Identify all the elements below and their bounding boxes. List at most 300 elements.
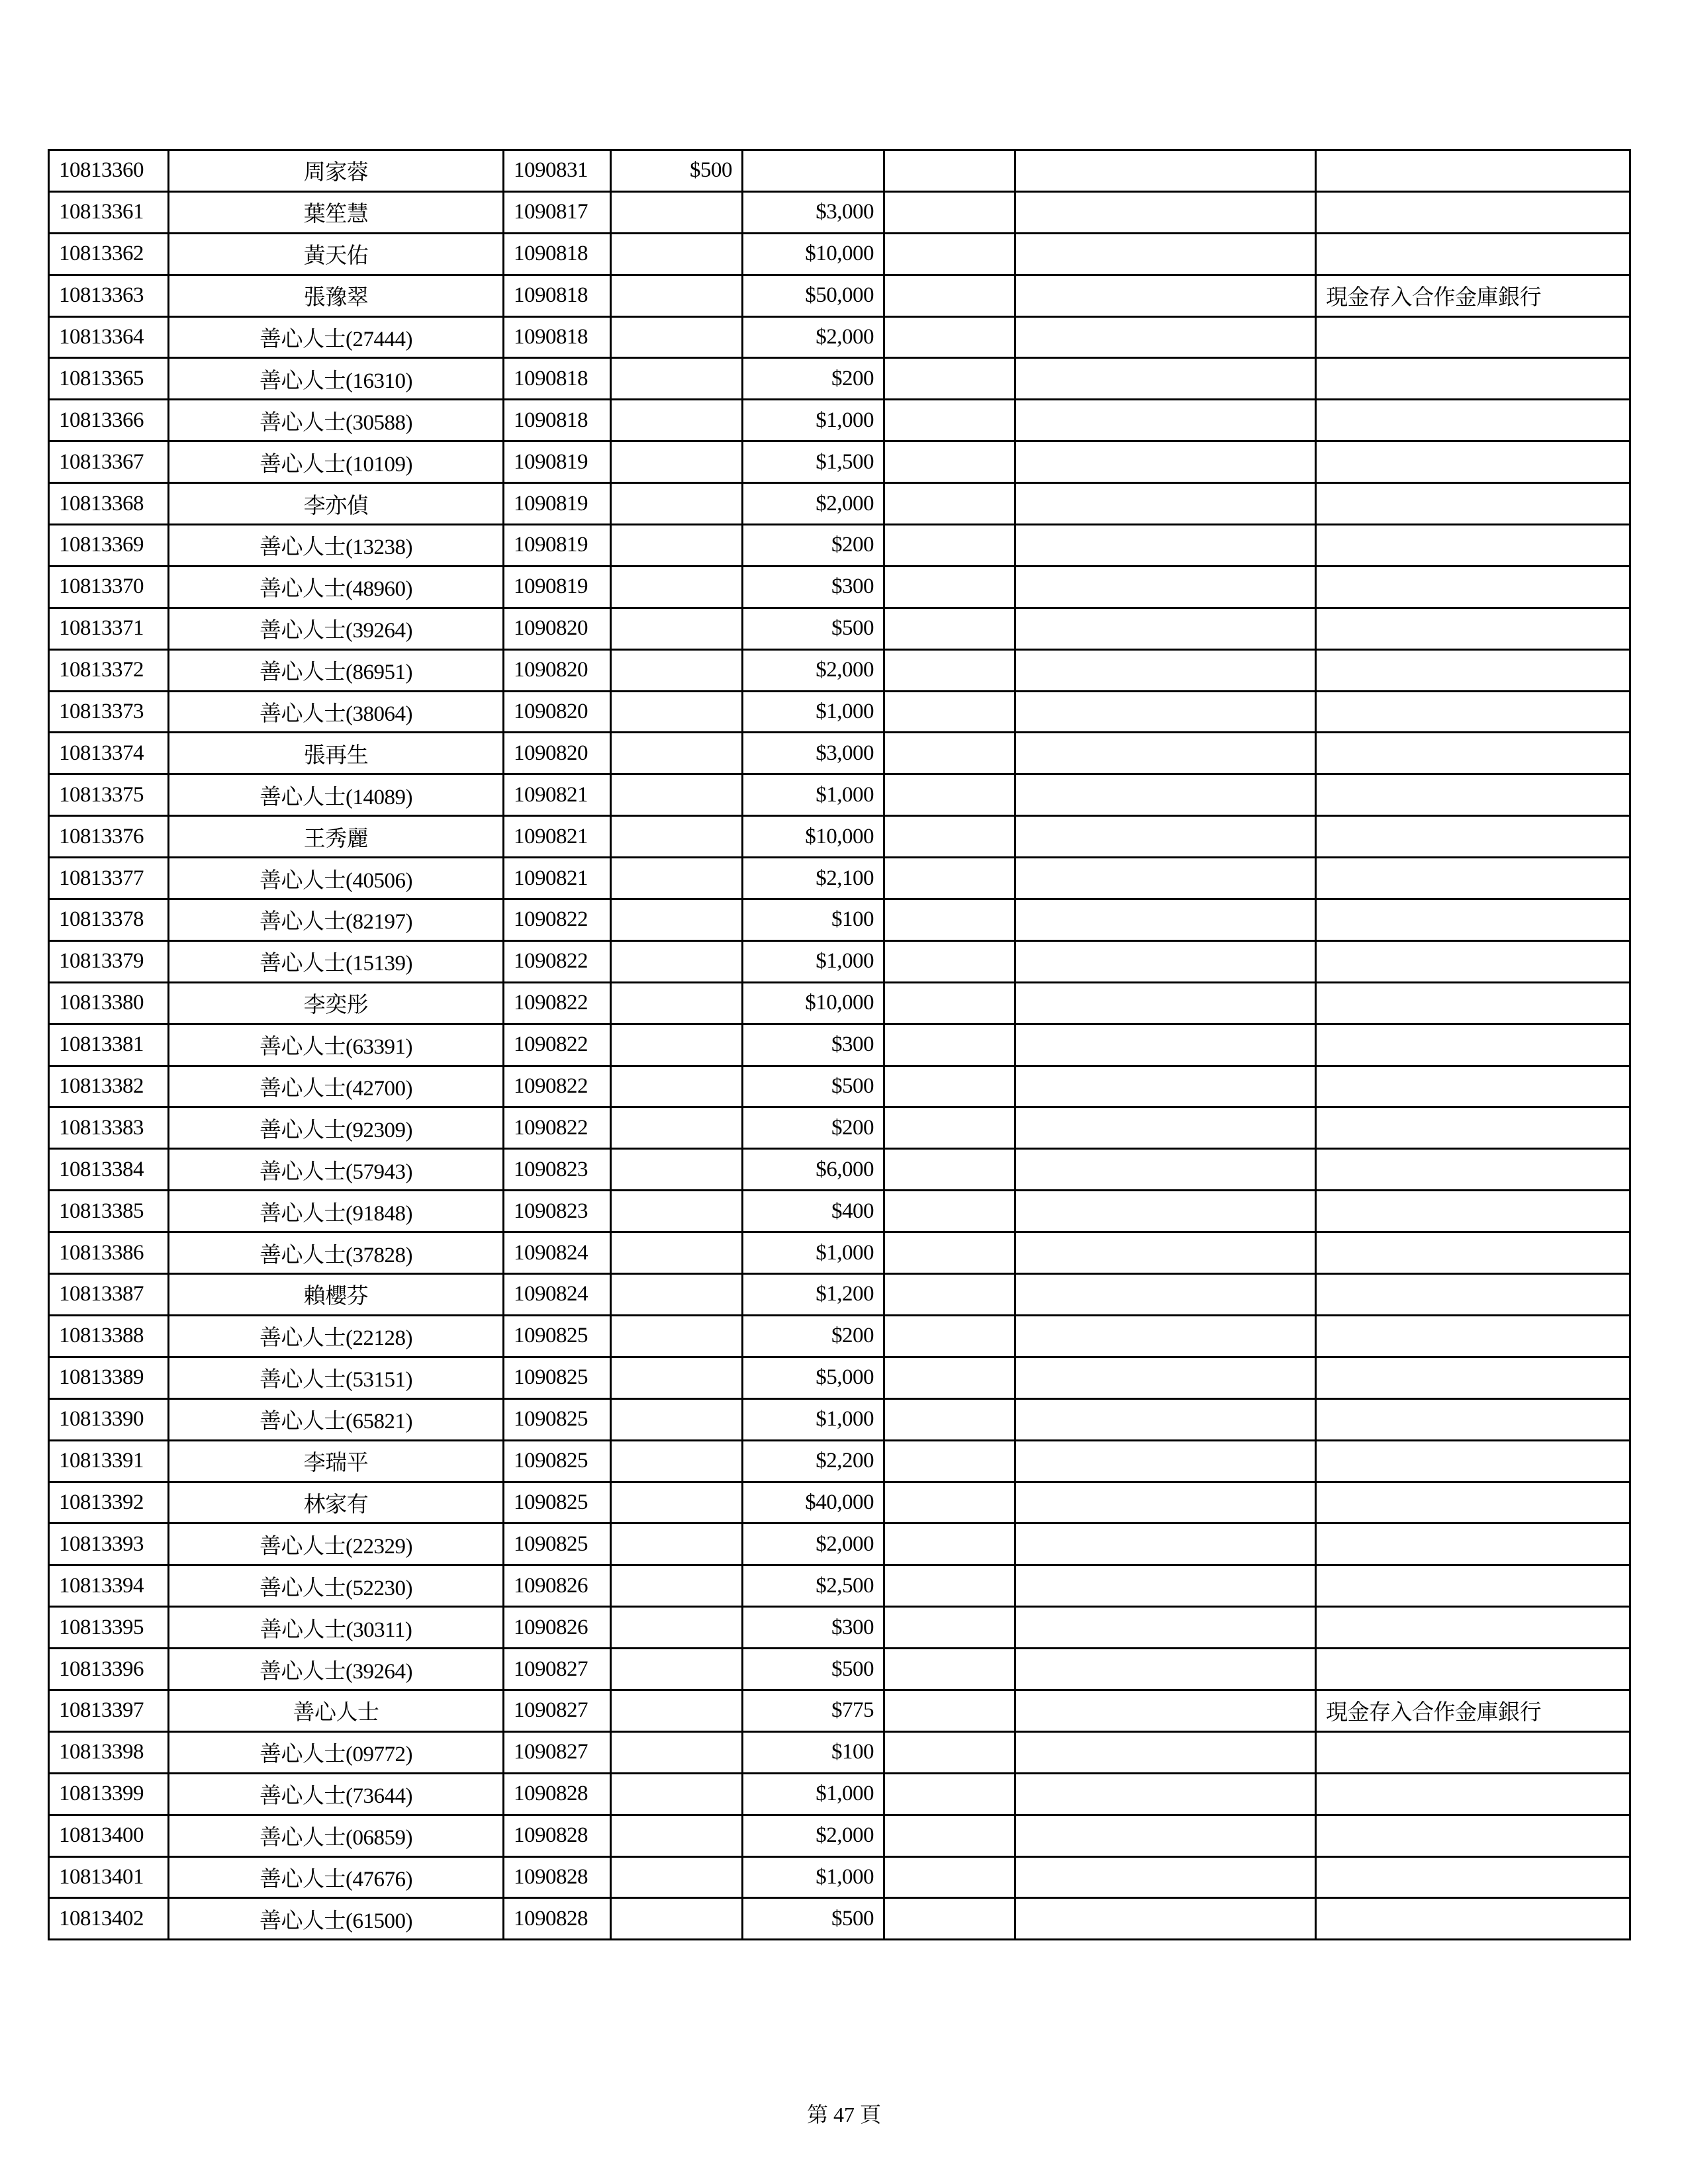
note-cell [1316, 982, 1630, 1024]
date-cell: 1090827 [504, 1731, 611, 1773]
note-cell [1316, 858, 1630, 899]
receipt-number-cell: 10813383 [49, 1107, 169, 1149]
donor-name-cell: 善心人士(73644) [169, 1773, 504, 1815]
date-cell: 1090820 [504, 691, 611, 733]
table-row [49, 691, 1630, 733]
table-row [49, 733, 1630, 774]
empty-cell [884, 982, 1015, 1024]
amount-cell: $775 [743, 1690, 884, 1731]
date-cell: 1090819 [504, 441, 611, 483]
amount-cell [611, 233, 743, 275]
amount-cell [611, 400, 743, 441]
note-cell [1316, 1815, 1630, 1856]
empty-cell [884, 1565, 1015, 1607]
date-cell: 1090824 [504, 1232, 611, 1274]
amount-cell [743, 150, 884, 192]
amount-cell [611, 1232, 743, 1274]
amount-cell [611, 1191, 743, 1232]
receipt-number-cell: 10813397 [49, 1690, 169, 1731]
empty-cell [1015, 899, 1316, 941]
amount-cell: $300 [743, 1607, 884, 1649]
empty-cell [1015, 1357, 1316, 1398]
donor-name-cell: 善心人士(13238) [169, 525, 504, 567]
empty-cell [884, 233, 1015, 275]
amount-cell: $1,200 [743, 1274, 884, 1316]
donor-name-cell: 善心人士(61500) [169, 1898, 504, 1940]
table-row [49, 358, 1630, 400]
receipt-number-cell: 10813391 [49, 1440, 169, 1482]
table-row [49, 1066, 1630, 1107]
table-row [49, 1649, 1630, 1690]
note-cell [1316, 1398, 1630, 1440]
table-row [49, 1315, 1630, 1357]
empty-cell [884, 1398, 1015, 1440]
amount-cell: $1,000 [743, 400, 884, 441]
amount-cell: $200 [743, 358, 884, 400]
empty-cell [1015, 1524, 1316, 1565]
donor-name-cell: 周家蓉 [169, 150, 504, 192]
receipt-number-cell: 10813379 [49, 940, 169, 982]
empty-cell [1015, 816, 1316, 858]
receipt-number-cell: 10813401 [49, 1856, 169, 1898]
note-cell [1316, 1232, 1630, 1274]
receipt-number-cell: 10813390 [49, 1398, 169, 1440]
date-cell: 1090825 [504, 1482, 611, 1524]
donor-name-cell: 善心人士(40506) [169, 858, 504, 899]
date-cell: 1090818 [504, 358, 611, 400]
amount-cell [611, 899, 743, 941]
date-cell: 1090828 [504, 1898, 611, 1940]
donor-name-cell: 賴櫻芬 [169, 1274, 504, 1316]
empty-cell [884, 483, 1015, 525]
note-cell [1316, 1731, 1630, 1773]
table-row [49, 483, 1630, 525]
receipt-number-cell: 10813399 [49, 1773, 169, 1815]
note-cell [1316, 608, 1630, 649]
empty-cell [1015, 1815, 1316, 1856]
note-cell [1316, 1482, 1630, 1524]
table-row [49, 525, 1630, 567]
donor-name-cell: 善心人士(30311) [169, 1607, 504, 1649]
note-cell [1316, 1607, 1630, 1649]
amount-cell [611, 358, 743, 400]
table-row [49, 1773, 1630, 1815]
empty-cell [1015, 191, 1316, 233]
amount-cell [611, 1607, 743, 1649]
table-row [49, 1024, 1630, 1066]
note-cell [1316, 1898, 1630, 1940]
empty-cell [884, 1232, 1015, 1274]
empty-cell [1015, 1731, 1316, 1773]
empty-cell [1015, 1232, 1316, 1274]
table-row [49, 150, 1630, 192]
receipt-number-cell: 10813387 [49, 1274, 169, 1316]
date-cell: 1090828 [504, 1856, 611, 1898]
amount-cell: $2,000 [743, 316, 884, 358]
receipt-number-cell: 10813369 [49, 525, 169, 567]
empty-cell [1015, 1565, 1316, 1607]
amount-cell [611, 1440, 743, 1482]
receipt-number-cell: 10813373 [49, 691, 169, 733]
note-cell [1316, 940, 1630, 982]
date-cell: 1090827 [504, 1690, 611, 1731]
amount-cell [611, 1066, 743, 1107]
table-row [49, 1731, 1630, 1773]
donor-name-cell: 善心人士(65821) [169, 1398, 504, 1440]
empty-cell [1015, 1690, 1316, 1731]
date-cell: 1090825 [504, 1440, 611, 1482]
amount-cell [611, 858, 743, 899]
amount-cell [611, 816, 743, 858]
receipt-number-cell: 10813372 [49, 649, 169, 691]
empty-cell [1015, 691, 1316, 733]
amount-cell: $500 [743, 1066, 884, 1107]
amount-cell: $500 [743, 1649, 884, 1690]
receipt-number-cell: 10813394 [49, 1565, 169, 1607]
amount-cell [611, 191, 743, 233]
amount-cell [611, 940, 743, 982]
receipt-number-cell: 10813389 [49, 1357, 169, 1398]
empty-cell [1015, 1398, 1316, 1440]
amount-cell: $2,000 [743, 1815, 884, 1856]
table-row [49, 1690, 1630, 1731]
receipt-number-cell: 10813400 [49, 1815, 169, 1856]
date-cell: 1090821 [504, 774, 611, 816]
date-cell: 1090818 [504, 316, 611, 358]
empty-cell [1015, 1607, 1316, 1649]
table-row [49, 858, 1630, 899]
note-cell [1316, 1149, 1630, 1191]
donor-name-cell: 黃天佑 [169, 233, 504, 275]
amount-cell: $100 [743, 899, 884, 941]
table-row [49, 1191, 1630, 1232]
receipt-number-cell: 10813384 [49, 1149, 169, 1191]
table-row [49, 649, 1630, 691]
amount-cell: $100 [743, 1731, 884, 1773]
empty-cell [1015, 1066, 1316, 1107]
empty-cell [1015, 566, 1316, 608]
table-row [49, 400, 1630, 441]
empty-cell [884, 1607, 1015, 1649]
amount-cell: $3,000 [743, 191, 884, 233]
table-row [49, 1149, 1630, 1191]
amount-cell: $1,000 [743, 1773, 884, 1815]
receipt-number-cell: 10813370 [49, 566, 169, 608]
table-row [49, 441, 1630, 483]
empty-cell [884, 150, 1015, 192]
donor-name-cell: 善心人士 [169, 1690, 504, 1731]
note-cell [1316, 1440, 1630, 1482]
empty-cell [884, 1690, 1015, 1731]
date-cell: 1090825 [504, 1315, 611, 1357]
note-cell [1316, 899, 1630, 941]
amount-cell: $200 [743, 1107, 884, 1149]
amount-cell [611, 1357, 743, 1398]
date-cell: 1090821 [504, 816, 611, 858]
date-cell: 1090822 [504, 1024, 611, 1066]
empty-cell [884, 1315, 1015, 1357]
empty-cell [1015, 1191, 1316, 1232]
date-cell: 1090818 [504, 233, 611, 275]
empty-cell [1015, 1149, 1316, 1191]
empty-cell [1015, 1274, 1316, 1316]
empty-cell [884, 1149, 1015, 1191]
amount-cell: $2,000 [743, 483, 884, 525]
empty-cell [884, 608, 1015, 649]
donor-name-cell: 善心人士(27444) [169, 316, 504, 358]
table-row [49, 1524, 1630, 1565]
empty-cell [884, 649, 1015, 691]
empty-cell [1015, 483, 1316, 525]
donor-name-cell: 善心人士(14089) [169, 774, 504, 816]
date-cell: 1090822 [504, 1066, 611, 1107]
donor-name-cell: 李亦偵 [169, 483, 504, 525]
donor-name-cell: 李奕彤 [169, 982, 504, 1024]
receipt-number-cell: 10813385 [49, 1191, 169, 1232]
empty-cell [1015, 608, 1316, 649]
donor-name-cell: 葉笙慧 [169, 191, 504, 233]
amount-cell: $300 [743, 1024, 884, 1066]
empty-cell [884, 1856, 1015, 1898]
table-row [49, 1856, 1630, 1898]
amount-cell: $5,000 [743, 1357, 884, 1398]
receipt-number-cell: 10813367 [49, 441, 169, 483]
amount-cell [611, 1565, 743, 1607]
empty-cell [884, 1357, 1015, 1398]
note-cell [1316, 191, 1630, 233]
empty-cell [884, 1066, 1015, 1107]
amount-cell [611, 566, 743, 608]
empty-cell [884, 1649, 1015, 1690]
donor-name-cell: 善心人士(10109) [169, 441, 504, 483]
note-cell [1316, 1107, 1630, 1149]
empty-cell [884, 1024, 1015, 1066]
empty-cell [1015, 774, 1316, 816]
amount-cell [611, 649, 743, 691]
amount-cell: $1,000 [743, 691, 884, 733]
receipt-number-cell: 10813371 [49, 608, 169, 649]
empty-cell [1015, 858, 1316, 899]
donor-name-cell: 張再生 [169, 733, 504, 774]
amount-cell: $40,000 [743, 1482, 884, 1524]
receipt-number-cell: 10813366 [49, 400, 169, 441]
amount-cell: $400 [743, 1191, 884, 1232]
note-cell [1316, 816, 1630, 858]
amount-cell [611, 483, 743, 525]
receipt-number-cell: 10813360 [49, 150, 169, 192]
empty-cell [884, 774, 1015, 816]
date-cell: 1090820 [504, 733, 611, 774]
empty-cell [884, 1191, 1015, 1232]
note-cell [1316, 733, 1630, 774]
empty-cell [884, 275, 1015, 316]
donor-name-cell: 善心人士(42700) [169, 1066, 504, 1107]
table-row [49, 899, 1630, 941]
date-cell: 1090825 [504, 1398, 611, 1440]
amount-cell [611, 1898, 743, 1940]
empty-cell [1015, 1107, 1316, 1149]
amount-cell [611, 1398, 743, 1440]
note-cell: 現金存入合作金庫銀行 [1316, 1690, 1630, 1731]
empty-cell [884, 1274, 1015, 1316]
note-cell [1316, 441, 1630, 483]
table-row [49, 816, 1630, 858]
donor-name-cell: 善心人士(06859) [169, 1815, 504, 1856]
date-cell: 1090820 [504, 608, 611, 649]
receipt-number-cell: 10813395 [49, 1607, 169, 1649]
amount-cell: $200 [743, 525, 884, 567]
note-cell [1316, 1191, 1630, 1232]
donor-name-cell: 善心人士(22128) [169, 1315, 504, 1357]
empty-cell [1015, 1649, 1316, 1690]
receipt-number-cell: 10813374 [49, 733, 169, 774]
amount-cell [611, 1690, 743, 1731]
note-cell [1316, 774, 1630, 816]
table-row [49, 940, 1630, 982]
table-row [49, 1107, 1630, 1149]
date-cell: 1090828 [504, 1773, 611, 1815]
donor-name-cell: 善心人士(16310) [169, 358, 504, 400]
note-cell [1316, 525, 1630, 567]
amount-cell: $10,000 [743, 982, 884, 1024]
donor-name-cell: 王秀麗 [169, 816, 504, 858]
amount-cell [611, 1024, 743, 1066]
note-cell [1316, 358, 1630, 400]
amount-cell: $1,500 [743, 441, 884, 483]
table-row [49, 1274, 1630, 1316]
amount-cell [611, 1315, 743, 1357]
donor-name-cell: 善心人士(39264) [169, 1649, 504, 1690]
donation-table [48, 149, 1631, 1940]
receipt-number-cell: 10813402 [49, 1898, 169, 1940]
amount-cell [611, 1524, 743, 1565]
empty-cell [884, 940, 1015, 982]
donor-name-cell: 善心人士(63391) [169, 1024, 504, 1066]
donor-name-cell: 善心人士(92309) [169, 1107, 504, 1149]
table-row [49, 1398, 1630, 1440]
receipt-number-cell: 10813386 [49, 1232, 169, 1274]
date-cell: 1090825 [504, 1524, 611, 1565]
donor-name-cell: 李瑞平 [169, 1440, 504, 1482]
empty-cell [884, 858, 1015, 899]
donor-name-cell: 善心人士(86951) [169, 649, 504, 691]
date-cell: 1090824 [504, 1274, 611, 1316]
date-cell: 1090822 [504, 899, 611, 941]
table-row [49, 1440, 1630, 1482]
note-cell [1316, 1066, 1630, 1107]
table-row [49, 191, 1630, 233]
donor-name-cell: 林家有 [169, 1482, 504, 1524]
empty-cell [884, 1898, 1015, 1940]
empty-cell [884, 816, 1015, 858]
amount-cell: $50,000 [743, 275, 884, 316]
donor-name-cell: 善心人士(82197) [169, 899, 504, 941]
amount-cell [611, 275, 743, 316]
amount-cell [611, 733, 743, 774]
empty-cell [1015, 1856, 1316, 1898]
empty-cell [884, 1731, 1015, 1773]
amount-cell [611, 1649, 743, 1690]
receipt-number-cell: 10813377 [49, 858, 169, 899]
amount-cell [611, 1815, 743, 1856]
empty-cell [884, 566, 1015, 608]
empty-cell [1015, 150, 1316, 192]
empty-cell [884, 691, 1015, 733]
amount-cell: $3,000 [743, 733, 884, 774]
receipt-number-cell: 10813368 [49, 483, 169, 525]
receipt-number-cell: 10813376 [49, 816, 169, 858]
amount-cell: $10,000 [743, 233, 884, 275]
empty-cell [1015, 733, 1316, 774]
donor-name-cell: 張豫翠 [169, 275, 504, 316]
amount-cell [611, 1107, 743, 1149]
receipt-number-cell: 10813396 [49, 1649, 169, 1690]
table-row [49, 1357, 1630, 1398]
empty-cell [1015, 525, 1316, 567]
receipt-number-cell: 10813398 [49, 1731, 169, 1773]
empty-cell [884, 1773, 1015, 1815]
empty-cell [884, 441, 1015, 483]
receipt-number-cell: 10813381 [49, 1024, 169, 1066]
note-cell [1316, 233, 1630, 275]
note-cell [1316, 1856, 1630, 1898]
table-row [49, 1482, 1630, 1524]
table-row [49, 275, 1630, 316]
amount-cell: $200 [743, 1315, 884, 1357]
table-row [49, 233, 1630, 275]
amount-cell: $2,100 [743, 858, 884, 899]
empty-cell [884, 358, 1015, 400]
amount-cell [611, 691, 743, 733]
amount-cell [611, 525, 743, 567]
empty-cell [884, 191, 1015, 233]
amount-cell [611, 1773, 743, 1815]
receipt-number-cell: 10813375 [49, 774, 169, 816]
receipt-number-cell: 10813363 [49, 275, 169, 316]
empty-cell [1015, 940, 1316, 982]
amount-cell: $2,500 [743, 1565, 884, 1607]
note-cell [1316, 316, 1630, 358]
empty-cell [884, 899, 1015, 941]
note-cell [1316, 649, 1630, 691]
amount-cell [611, 774, 743, 816]
amount-cell: $2,000 [743, 649, 884, 691]
receipt-number-cell: 10813380 [49, 982, 169, 1024]
note-cell [1316, 691, 1630, 733]
amount-cell [611, 982, 743, 1024]
donor-name-cell: 善心人士(15139) [169, 940, 504, 982]
note-cell [1316, 1315, 1630, 1357]
empty-cell [1015, 1440, 1316, 1482]
note-cell [1316, 1274, 1630, 1316]
empty-cell [1015, 275, 1316, 316]
date-cell: 1090823 [504, 1191, 611, 1232]
empty-cell [884, 1107, 1015, 1149]
amount-cell [611, 608, 743, 649]
note-cell [1316, 483, 1630, 525]
table-row [49, 774, 1630, 816]
donor-name-cell: 善心人士(48960) [169, 566, 504, 608]
amount-cell: $500 [743, 608, 884, 649]
date-cell: 1090825 [504, 1357, 611, 1398]
amount-cell: $1,000 [743, 940, 884, 982]
date-cell: 1090821 [504, 858, 611, 899]
empty-cell [1015, 1315, 1316, 1357]
receipt-number-cell: 10813378 [49, 899, 169, 941]
amount-cell: $10,000 [743, 816, 884, 858]
receipt-number-cell: 10813388 [49, 1315, 169, 1357]
receipt-number-cell: 10813392 [49, 1482, 169, 1524]
